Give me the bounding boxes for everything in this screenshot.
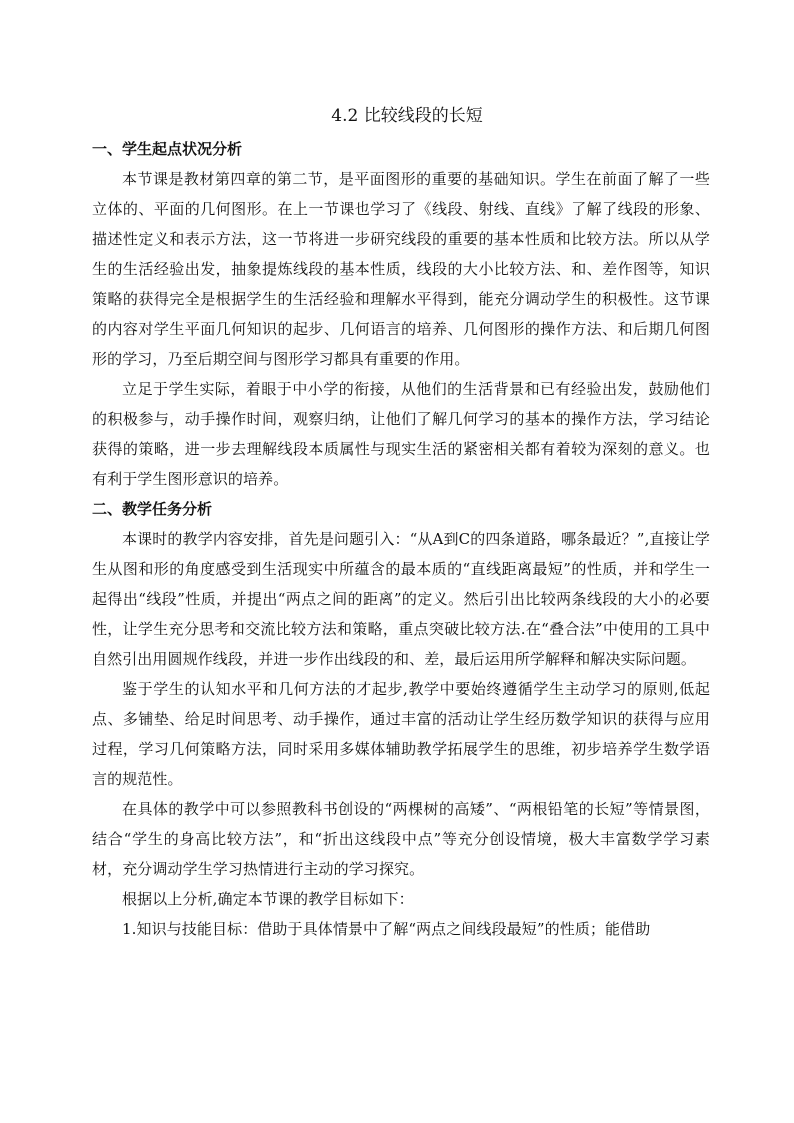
paragraph: 1.知识与技能目标：借助于具体情景中了解“两点之间线段最短”的性质；能借助 — [122, 920, 651, 938]
document-page — [92, 100, 710, 944]
section-student-analysis — [92, 134, 710, 494]
paragraph: 本节课是教材第四章的第二节，是平面图形的重要的基础知识。学生在前面了解了一些立体的、平面的几何图形。在上一节课也学习了《线段、射线、直线》了解了线段的形象、描述性定义和表示方法，这一节将进一步研究线段的重要的基本性质和比较方法。所以从学生的生活经验出发，抽象提炼线段的基本性质，线段的大小比较方法、和、差作图等，知识策略的获得完全是根据学生的生活经验和理解水平得到，能充分调动学生的积极性。这节课的内容对学生平面几何知识的起步、几何语言的培养、几何图形的操作方法、和后期几何图形的学习，乃至后期空间与图形学习都具有重要的作用。 — [92, 170, 710, 368]
section-heading: 二、教学任务分析 — [92, 500, 213, 518]
paragraph: 立足于学生实际，着眼于中小学的衔接，从他们的生活背景和已有经验出发，鼓励他们的积极参与，动手操作时间，观察归纳，让他们了解几何学习的基本的操作方法，学习结论获得的策略，进一步去理解线段本质属性与现实生活的紧密相关都有着较为深刻的意义。也有利于学生图形意识的培养。 — [92, 380, 710, 488]
section-heading: 一、学生起点状况分析 — [92, 140, 243, 158]
paragraph: 根据以上分析,确定本节课的教学目标如下： — [122, 890, 414, 908]
document-title: 4.2 比较线段的长短 — [331, 106, 483, 126]
paragraph: 鉴于学生的认知水平和几何方法的才起步,教学中要始终遵循学生主动学习的原则,低起点、多铺垫、给足时间思考、动手操作，通过丰富的活动让学生经历数学知识的获得与应用过程，学习几何策略方法，同时采用多媒体辅助教学拓展学生的思维，初步培养学生数学语言的规范性。 — [92, 680, 710, 788]
paragraph: 在具体的教学中可以参照教科书创设的“两棵树的高矮”、“两根铅笔的长短”等情景图，结合“学生的身高比较方法”，和“折出这线段中点”等充分创设情境，极大丰富数学学习素材，充分调动学生学习热情进行主动的学习探究。 — [92, 800, 710, 878]
paragraph: 本课时的教学内容安排，首先是问题引入：“从A到C的四条道路，哪条最近？”,直接让学生从图和形的角度感受到生活现实中所蕴含的最本质的“直线距离最短”的性质，并和学生一起得出“线段”性质，并提出“两点之间的距离”的定义。然后引出比较两条线段的大小的必要性，让学生充分思考和交流比较方法和策略，重点突破比较方法.在“叠合法”中使用的工具中自然引出用圆规作线段，并进一步作出线段的和、差，最后运用所学解释和解决实际问题。 — [92, 530, 710, 668]
section-teaching-task-analysis — [92, 494, 710, 944]
